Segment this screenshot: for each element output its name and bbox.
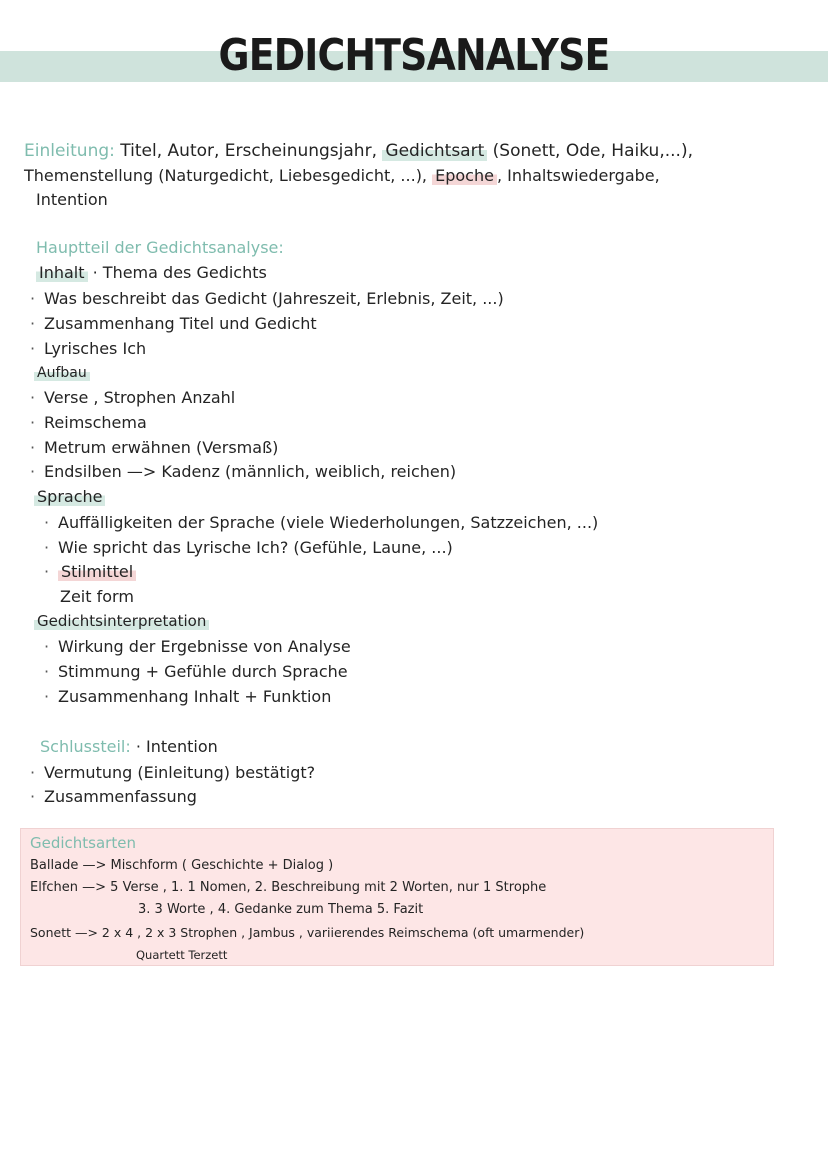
- list-item: · Zusammenhang Titel und Gedicht: [30, 314, 317, 333]
- list-item: · Wie spricht das Lyrische Ich? (Gefühle, Laune, ...): [44, 538, 453, 557]
- list-item: · Vermutung (Einleitung) bestätigt?: [30, 763, 316, 782]
- sonett-line: Sonett —> 2 x 4 , 2 x 3 Strophen , Jambus , variierendes Reimschema (oft umarmender): [30, 925, 585, 940]
- intro-gedichtsart: Gedichtsart: [382, 141, 487, 161]
- sonett-subline: Quartett Terzett: [136, 948, 228, 962]
- list-item: · Was beschreibt das Gedicht (Jahreszeit, Erlebnis, Zeit, ...): [30, 289, 504, 308]
- intro-line-1: [24, 140, 693, 162]
- aufbau-label: Aufbau: [34, 362, 90, 384]
- list-item: · Metrum erwähnen (Versmaß): [30, 438, 279, 457]
- elfchen-line-1: Elfchen —> 5 Verse , 1. 1 Nomen, 2. Beschreibung mit 2 Worten, nur 1 Strophe: [30, 880, 547, 895]
- intro-epoche: Epoche: [432, 166, 497, 185]
- zeitform-line: Zeit form: [60, 587, 134, 606]
- page-title: GEDICHTSANALYSE: [218, 30, 610, 81]
- stilmittel-line: · Stilmittel: [44, 561, 136, 583]
- list-item: · Zusammenfassung: [30, 787, 197, 806]
- intro-text-2: Themenstellung (Naturgedicht, Liebesgedicht, ...),: [24, 166, 428, 185]
- intro-label: Einleitung:: [24, 141, 115, 161]
- list-item: · Verse , Strophen Anzahl: [30, 388, 236, 407]
- list-item: · Auffälligkeiten der Sprache (viele Wiederholungen, Satzzeichen, ...): [44, 513, 599, 532]
- elfchen-line-2: 3. 3 Worte , 4. Gedanke zum Thema 5. Fazit: [138, 902, 424, 917]
- list-item: · Stimmung + Gefühle durch Sprache: [44, 662, 348, 681]
- list-item: · Lyrisches Ich: [30, 339, 147, 358]
- schluss-intention: · Intention: [135, 737, 218, 756]
- list-item: · Wirkung der Ergebnisse von Analyse: [44, 637, 351, 656]
- main-heading: Hauptteil der Gedichtsanalyse:: [36, 238, 284, 257]
- interp-label: Gedichtsinterpretation: [34, 610, 209, 632]
- inhalt-line: [36, 262, 267, 284]
- ballade-line: Ballade —> Mischform ( Geschichte + Dialog ): [30, 858, 334, 873]
- intro-text-2-end: , Inhaltswiedergabe,: [496, 166, 660, 185]
- inhalt-thema: · Thema des Gedichts: [92, 263, 267, 282]
- list-item: · Reimschema: [30, 413, 147, 432]
- list-item: · Endsilben —> Kadenz (männlich, weiblich, reichen): [30, 462, 457, 481]
- intro-line-2: [24, 165, 660, 187]
- intro-text-1: Titel, Autor, Erscheinungsjahr,: [120, 141, 377, 161]
- stilmittel-label: Stilmittel: [58, 562, 136, 581]
- list-item: · Zusammenhang Inhalt + Funktion: [44, 687, 332, 706]
- gedichtsarten-heading: Gedichtsarten: [30, 834, 136, 852]
- intro-line-3: Intention: [36, 190, 108, 209]
- intro-text-1-end: (Sonett, Ode, Haiku,...),: [492, 141, 693, 161]
- inhalt-label: Inhalt: [36, 263, 88, 282]
- schluss-label: Schlussteil:: [40, 737, 131, 756]
- schluss-line: [40, 736, 218, 758]
- sprache-label: Sprache: [34, 486, 105, 508]
